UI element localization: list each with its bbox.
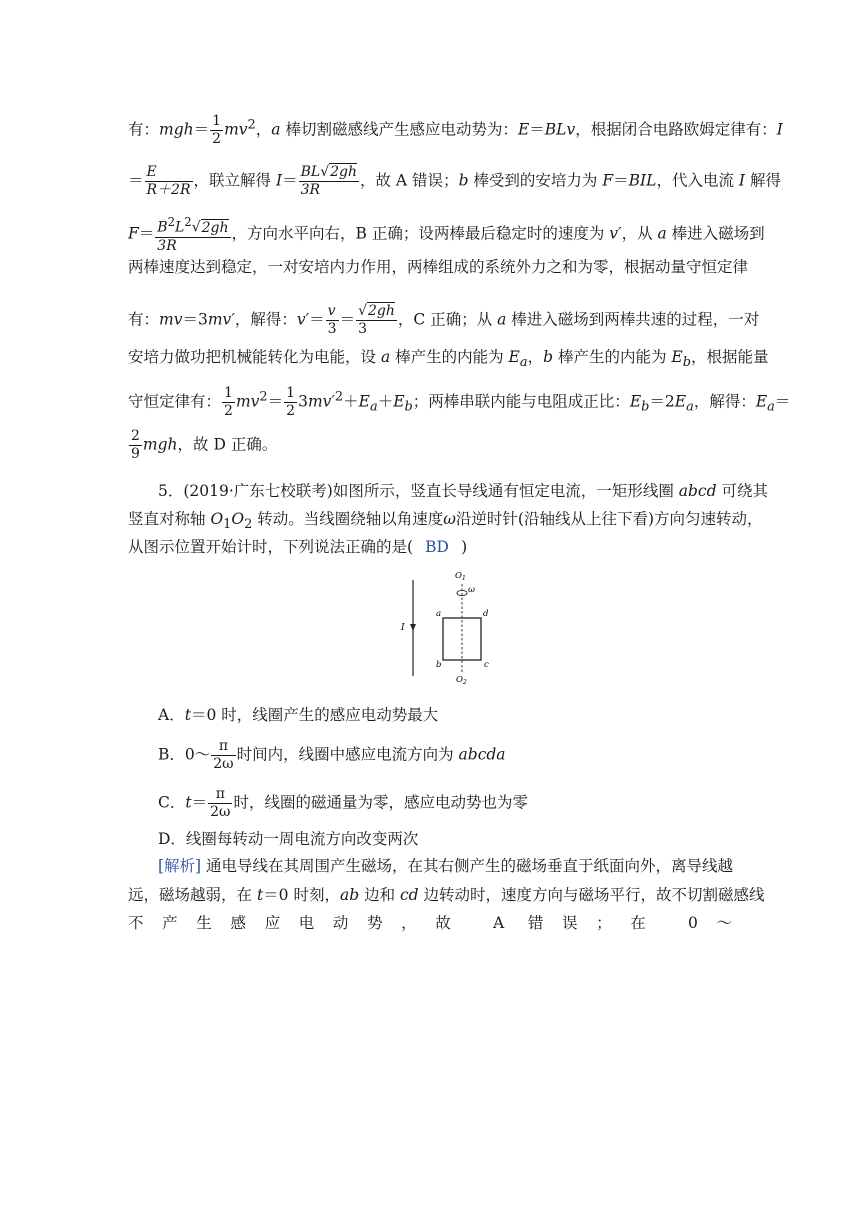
solution-line: 两棒速度达到稳定，一对安培内力作用，两棒组成的系统外力之和为零，根据动量守恒定律 [128, 258, 749, 276]
fraction: $\frac{BL√2gh}{3R}$ [300, 164, 357, 198]
option-d: D．线圈每转动一周电流方向改变两次 [158, 830, 419, 848]
fraction: $\frac{v}{3}$ [327, 303, 337, 337]
solution-line: 守恒定律有： $\frac{1}{2}$ $mv^2=$ $\frac{1}{2}$ $3mv'^2+E_a+E_b$；两棒串联内能与电阻成正比：$E_b=2E_a$，解得：$E_a=$ [128, 385, 791, 419]
corner-label-b: b [436, 660, 442, 670]
axis-label-o1: $O_1$ [455, 571, 466, 582]
corner-label-d: d [483, 609, 489, 619]
analysis-line: 不产生感应电动势，故 A 错误；在 0～ [128, 914, 732, 932]
option-c: C．t＝ $\frac{\pi}{2\omega}$ 时，线圈的磁通量为零，感应电动势也为零 [158, 786, 528, 820]
analysis-line: [解析] 通电导线在其周围产生磁场，在其右侧产生的磁场垂直于纸面向外，离导线越 [158, 857, 734, 875]
fraction: $\frac{B^2L^2√2gh}{3R}$ [157, 215, 229, 254]
option-a: A．t＝0 时，线圈产生的感应电动势最大 [158, 706, 439, 724]
current-label: I [401, 623, 405, 633]
fraction: $\frac{1}{2}$ [212, 113, 222, 147]
corner-label-a: a [436, 609, 442, 619]
answer-key: BD [425, 538, 449, 556]
solution-line: 有：mgh＝ $\frac{1}{2}$ $mv^2$，a 棒切割磁感线产生感应电动势为：E＝BLv，根据闭合电路欧姆定律有：I [128, 113, 783, 147]
solution-line: F＝ $\frac{B^2L^2√2gh}{3R}$ ，方向水平向右，B 正确；设两棒最后稳定时的速度为 v′，从 a 棒进入磁场到 [128, 215, 765, 254]
fraction: $\frac{2}{9}$ [131, 428, 140, 462]
analysis-line: 远，磁场越弱，在 t＝0 时刻，ab 边和 cd 边转动时，速度方向与磁场平行，故不切割磁感线 [128, 886, 765, 904]
solution-line: $\frac{2}{9}$ mgh，故 D 正确。 [131, 428, 278, 462]
analysis-tag: [解析] [158, 857, 202, 875]
solution-line: ＝ $\frac{E}{R+2R}$ ，联立解得 I＝ $\frac{BL√2gh}{3R}$ ，故 A 错误；b 棒受到的安培力为 F＝BIL，代入电流 I 解得 [128, 164, 781, 198]
option-b: B．0～ $\frac{\pi}{2\omega}$ 时间内，线圈中感应电流方向为 abcda [158, 738, 506, 772]
fraction: $\frac{E}{R+2R}$ [146, 164, 191, 198]
fraction: $\frac{\pi}{2\omega}$ [213, 738, 234, 772]
fraction: $\frac{\pi}{2\omega}$ [210, 786, 231, 820]
omega-label: ω [468, 585, 475, 595]
axis-label-o2: $O_2$ [456, 675, 467, 686]
question-stem: 竖直对称轴 $O_1O_2$ 转动。当线圈绕轴以角速度ω沿逆时针(沿轴线从上往下看)方向匀速转动， [128, 510, 763, 533]
fraction: $\frac{1}{2}$ [224, 385, 233, 419]
question-stem: 5．(2019·广东七校联考)如图所示，竖直长导线通有恒定电流，一矩形线圈 abcd 可绕其 [158, 482, 768, 500]
current-arrow-icon [410, 624, 416, 631]
solution-line: 安培力做功把机械能转化为电能，设 a 棒产生的内能为 $E_a$，b 棒产生的内能为 $E_b$，根据能量 [128, 348, 769, 371]
question-stem: 从图示位置开始计时，下列说法正确的是( BD ) [128, 538, 468, 556]
fraction: $\frac{1}{2}$ [286, 385, 296, 419]
solution-line: 有：mv＝3mv′，解得：v′＝ $\frac{v}{3}$ ＝ $\frac{√2gh}{3}$ ，C 正确；从 a 棒进入磁场到两棒共速的过程，一对 [128, 303, 760, 337]
analysis-line [128, 932, 732, 952]
coil-wire-figure [392, 566, 532, 686]
fraction: $\frac{√2gh}{3}$ [358, 303, 395, 337]
corner-label-c: c [484, 660, 489, 670]
